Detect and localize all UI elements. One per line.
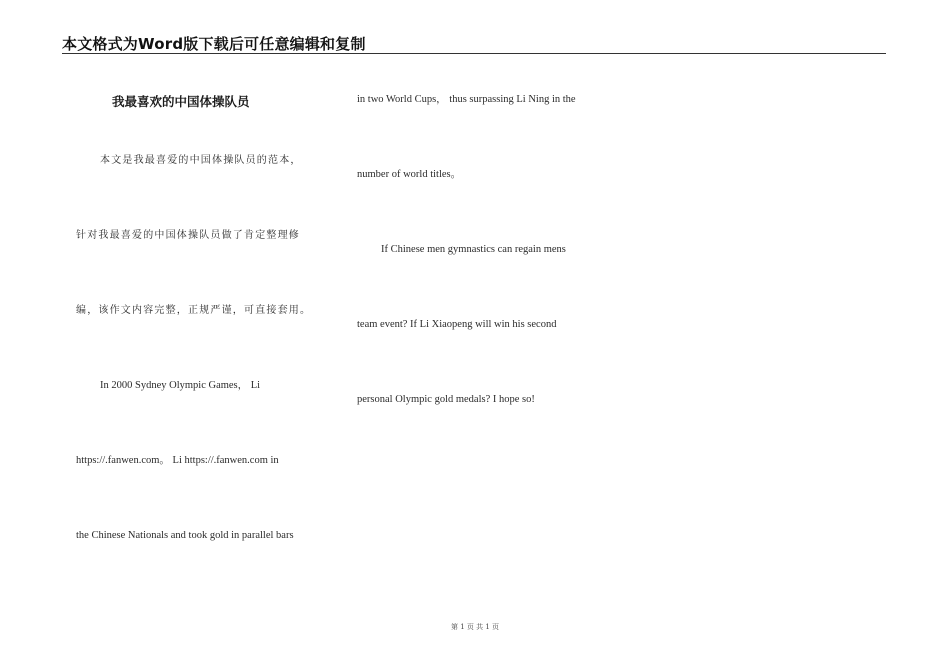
left-paragraph-line: 编，该作文内容完整，正规严谨，可直接套用。 [76, 305, 312, 316]
left-paragraph-line: the Chinese Nationals and took gold in parallel bars [76, 530, 294, 541]
header-divider [62, 53, 886, 54]
right-paragraph-line: personal Olympic gold medals? I hope so! [357, 394, 535, 405]
left-paragraph-line: In 2000 Sydney Olympic Games， Li [100, 380, 261, 391]
right-paragraph-line: in two World Cups， thus surpassing Li Ning in the [357, 94, 576, 105]
right-paragraph-line: number of world titles。 [357, 169, 462, 180]
page-number-footer: 第 1 页 共 1 页 [450, 623, 500, 631]
right-paragraph-line: team event? If Li Xiaopeng will win his second [357, 319, 557, 330]
left-paragraph-line: https://.fanwen.com。 Li https://.fanwen.com in [76, 455, 279, 466]
document-header-title: 本文格式为Word版下载后可任意编辑和复制 [62, 35, 366, 53]
left-paragraph-line: 本文是我最喜爱的中国体操队员的范本， [100, 155, 302, 166]
left-paragraph-line: 针对我最喜爱的中国体操队员做了肯定整理修 [76, 230, 300, 241]
document-title: 我最喜欢的中国体操队员 [112, 94, 250, 109]
right-paragraph-line: If Chinese men gymnastics can regain mens [381, 244, 566, 255]
